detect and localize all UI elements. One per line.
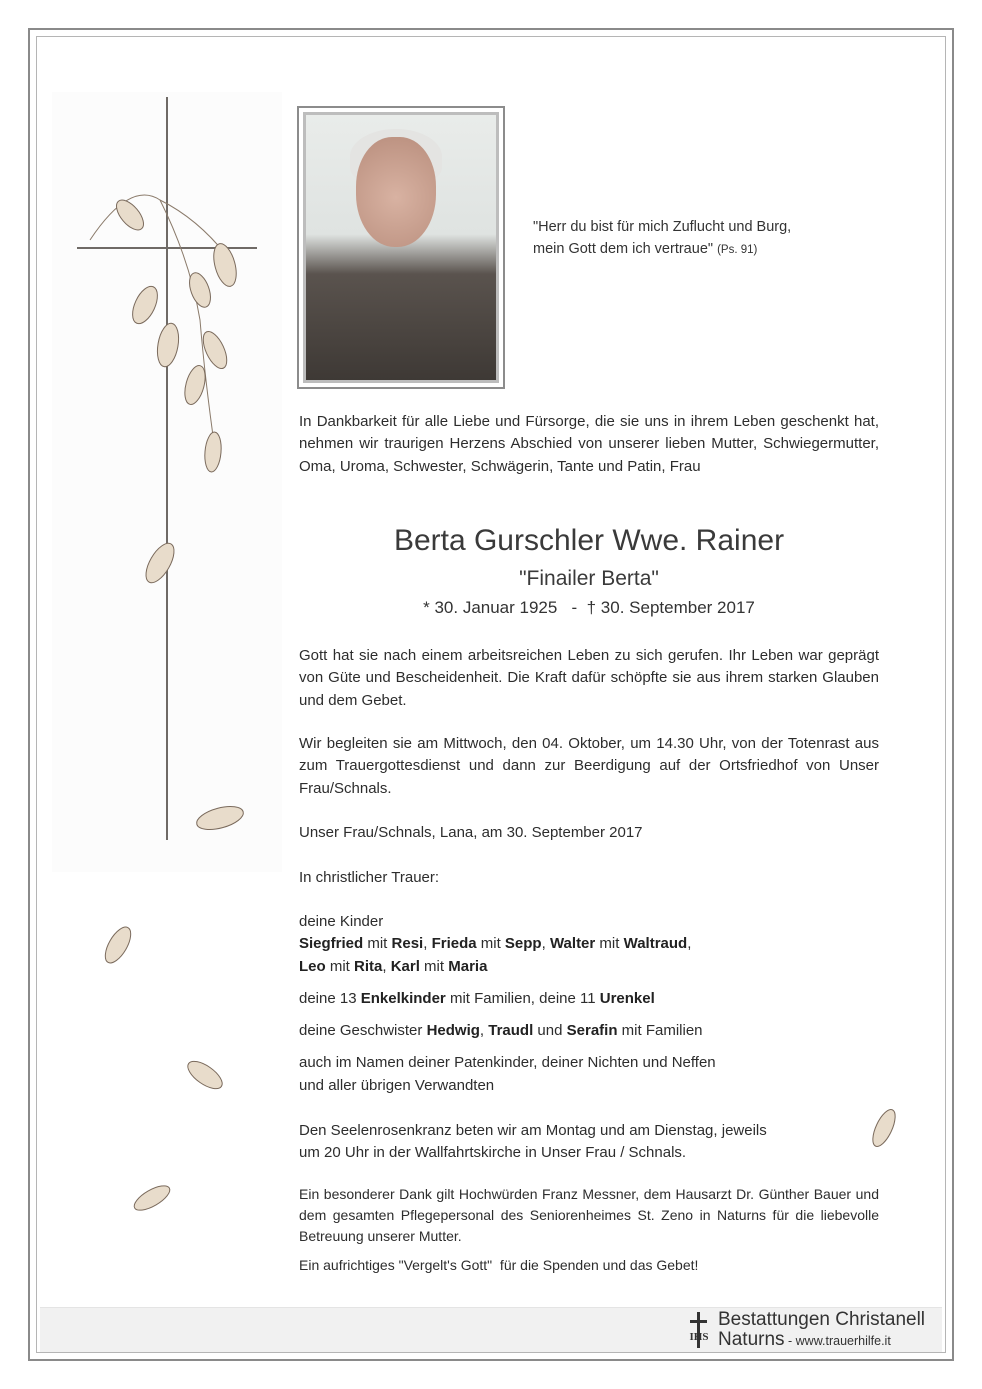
family-text: , <box>382 957 391 975</box>
family-line <box>299 1052 879 1074</box>
paragraph-life: Gott hat sie nach einem arbeitsreichen Leben zu sich gerufen. Ihr Leben war geprägt von Güte und Bescheidenheit. Die Kraft dafür schöpfte sie aus ihrem starken Glauben und dem Gebet. <box>299 647 879 709</box>
family-member-name: Resi <box>391 935 424 953</box>
family-member-name: Frieda <box>431 935 477 953</box>
family-group <box>299 988 879 1010</box>
family-text: deine Geschwister <box>299 1022 427 1040</box>
leaf-icon <box>868 1106 899 1149</box>
family-member-name: Waltraud <box>623 935 688 953</box>
intro-text: In Dankbarkeit für alle Liebe und Fürsorge, die sie uns in ihrem Leben geschenkt hat, nehmen wir traurigen Herzens Abschied von unserer lieben Mutter, Schwiegermutter, Oma, Uroma, Schwester, Schwägerin, Tante und Patin, Frau <box>299 413 879 475</box>
family-line <box>299 1075 879 1097</box>
family-member-name: Maria <box>448 957 488 975</box>
family-text: , <box>479 1022 489 1040</box>
family-line <box>299 956 879 978</box>
family-text: mit <box>363 935 392 953</box>
family-group <box>299 1020 879 1042</box>
mourning-heading: In christlicher Trauer: <box>299 869 440 886</box>
funeral-home-town: Naturns <box>718 1329 785 1350</box>
family-member-name: Hedwig <box>426 1022 480 1040</box>
portrait-photo <box>297 106 505 389</box>
leaf-icon <box>140 539 179 587</box>
family-line <box>299 988 879 1010</box>
family-text: mit Familien, deine 11 <box>445 989 600 1007</box>
family-member-name: Traudl <box>488 1022 534 1040</box>
family-text: mit <box>595 935 624 953</box>
leaf-icon <box>127 283 162 328</box>
family-line <box>299 933 879 955</box>
family-member-name: Sepp <box>504 935 542 953</box>
leaf-icon <box>198 328 231 372</box>
family-text: deine Kinder <box>299 913 384 930</box>
family-text: mit <box>325 957 355 975</box>
quote-line-2: mein Gott dem ich vertraue" <box>533 241 714 257</box>
family-member-name: Karl <box>390 957 420 975</box>
life-dates: * 30. Januar 1925 - † 30. September 2017 <box>423 598 755 617</box>
quote-reference: (Ps. 91) <box>717 244 758 256</box>
leaf-icon <box>194 802 246 834</box>
psalm-quote <box>533 216 791 261</box>
family-line <box>299 1020 879 1042</box>
leaf-icon <box>112 195 149 234</box>
family-text: , <box>423 935 432 953</box>
family-member-name: Walter <box>549 935 596 953</box>
family-text: und <box>533 1022 567 1040</box>
family-text: , <box>541 935 550 953</box>
leaf-icon <box>154 322 181 369</box>
family-member-name: Serafin <box>566 1022 618 1040</box>
deceased-name: Berta Gurschler Wwe. Rainer <box>393 524 785 557</box>
family-text: mit Familien <box>617 1022 703 1040</box>
leaf-icon <box>183 1056 226 1094</box>
family-member-name: Enkelkinder <box>360 989 446 1007</box>
deceased-nickname: "Finailer Berta" <box>519 567 659 590</box>
family-member-name: Leo <box>299 957 326 975</box>
family-text: mit <box>419 957 449 975</box>
family-member-name: Urenkel <box>599 989 655 1007</box>
leaf-icon <box>203 431 222 472</box>
family-group <box>299 1052 879 1097</box>
leaf-icon <box>100 923 136 967</box>
family-text: , <box>687 935 692 953</box>
quote-line-1: "Herr du bist für mich Zuflucht und Burg, <box>533 219 792 235</box>
rosary-text: Den Seelenrosenkranz beten wir am Montag und am Dienstag, jeweils um 20 Uhr in der Wallfahrtskirche in Unser Frau / Schnals. <box>299 1122 767 1162</box>
closing-text: Ein aufrichtiges "Vergelt's Gott" für die Spenden und das Gebet! <box>299 1257 699 1273</box>
family-text: mit <box>476 935 505 953</box>
family-member-name: Rita <box>354 957 383 975</box>
family-text: auch im Namen deiner Patenkinder, deiner Nichten und Neffen <box>299 1054 716 1072</box>
family-member-name: Siegfried <box>299 935 364 953</box>
family-list <box>299 911 879 1107</box>
family-group <box>299 911 879 978</box>
paragraph-funeral: Wir begleiten sie am Mittwoch, den 04. Oktober, um 14.30 Uhr, von der Totenrast aus zum Trauergottesdienst und dann zur Beerdigung auf der Ortsfriedhof von Unser Frau/Schnals. <box>299 735 879 797</box>
leaf-icon <box>210 241 241 289</box>
funeral-home-name: Bestattungen Christanell <box>718 1309 926 1330</box>
place-date: Unser Frau/Schnals, Lana, am 30. September 2017 <box>299 824 643 841</box>
thanks-text: Ein besonderer Dank gilt Hochwürden Franz Messner, dem Hausarzt Dr. Günther Bauer und dem gesamten Pflegepersonal des Seniorenheimes St. Zeno in Naturns für die liebevolle Betreuung unserer Mutter. <box>299 1186 879 1244</box>
family-line <box>299 911 879 933</box>
family-text: und aller übrigen Verwandten <box>299 1076 495 1094</box>
funeral-home-logo-icon <box>682 1310 716 1350</box>
website-link[interactable]: - www.trauerhilfe.it <box>784 1334 891 1348</box>
svg-text:IHS: IHS <box>689 1331 709 1343</box>
leaf-icon <box>131 1181 174 1215</box>
family-text: deine 13 <box>299 989 361 1007</box>
